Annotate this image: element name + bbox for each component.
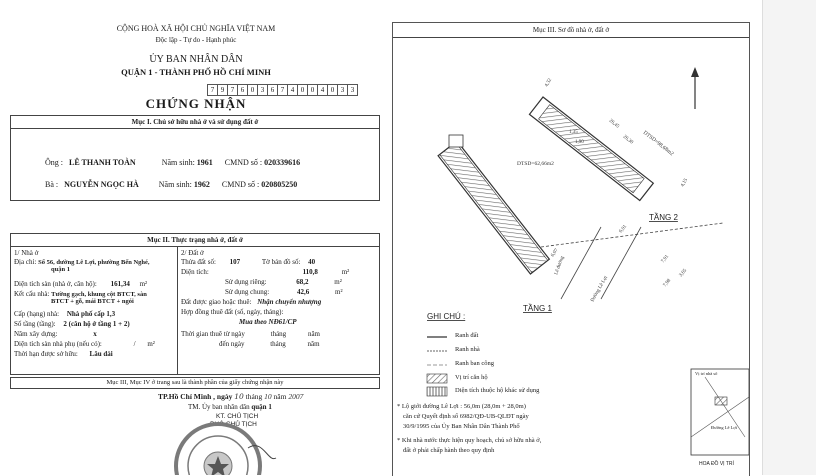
aux-area-row: Diện tích sàn nhà phụ (nếu có): / m²: [14, 340, 155, 348]
serial-digit: 4: [317, 84, 328, 96]
floor-area-row: Diện tích sàn (nhà ở, căn hộ): 161,34 m²: [14, 280, 148, 288]
contract-value: Mua theo NĐ61/CP: [239, 318, 297, 326]
official-seal-icon: [168, 408, 278, 475]
serial-digit: 4: [287, 84, 298, 96]
term-row: Thời hạn được sở hữu: Lâu dài: [14, 350, 113, 358]
note-line-2: căn cứ Quyết định số 6982/QĐ-UB-QLĐT ngày: [403, 413, 529, 420]
certificate-title: CHỨNG NHẬN: [145, 96, 247, 111]
location-map: [691, 369, 749, 455]
land-heading: 2/ Đất ở: [181, 249, 204, 257]
dim-label-6: 3,65: [678, 268, 689, 279]
note-line-5: đất ở phải chấp hành theo quy định: [403, 447, 495, 454]
section1-title: Mục I. Chủ sở hữu nhà ở và sử dụng đất ở: [11, 116, 379, 129]
floor1-label: TẦNG 1: [523, 304, 552, 313]
committee-title: ỦY BAN NHÂN DÂN: [149, 54, 243, 65]
legend-title: GHI CHÚ :: [427, 312, 466, 321]
common-area-row: Sử dụng chung: 42,6 m²: [225, 288, 343, 296]
certificate-right-page: [392, 22, 750, 476]
serial-number: [208, 84, 358, 96]
dim-label-0: 6,01: [618, 224, 629, 235]
certificate-left-page: [10, 0, 382, 475]
dim-label-10: 6,07: [550, 248, 560, 259]
street-label: Lê đường: [554, 255, 566, 276]
address-row: Địa chỉ: Số 56, đường Lê Lợi, phường Bến Nghé,: [14, 258, 150, 266]
legend-house-border: Ranh nhà: [455, 346, 480, 353]
dim-label-2: 1,90: [575, 140, 584, 145]
dim-label-1: 7,91: [660, 254, 671, 265]
lease-to-row: đến ngày tháng năm: [219, 340, 320, 348]
adjacent-page-edge: [762, 0, 816, 475]
floor2-plan: [529, 97, 653, 201]
use-form-row: Đất được giao hoặc thuê: Nhận chuyển nhượng: [181, 298, 322, 306]
dim-label-8: 26,45: [607, 118, 620, 130]
legend-land-border: Ranh đất: [455, 332, 479, 339]
floor2-label: TẦNG 2: [649, 213, 678, 222]
serial-digit: 6: [267, 84, 278, 96]
location-street-label: Đường Lê Lợi: [711, 425, 737, 430]
section2-box: [10, 233, 380, 375]
sign-date: TP.Hồ Chí Minh , ngày 10 tháng 10 năm 2007: [158, 392, 304, 401]
street-label-2: Đường Lê Lợi: [590, 275, 610, 303]
sign-title-1: TM. Ủy ban nhân dân quận 1: [188, 403, 272, 411]
serial-digit: 3: [337, 84, 348, 96]
serial-digit: 7: [207, 84, 218, 96]
built-row: Năm xây dựng: x: [14, 330, 97, 338]
motto: Độc lập - Tự do - Hạnh phúc: [155, 36, 237, 44]
house-heading: 1/ Nhà ở: [14, 249, 39, 257]
address-row-2: quận 1: [51, 266, 70, 273]
floor1-area-label: DTSD=62,66m2: [517, 161, 554, 167]
location-house-label: Vị trí nhà số: [695, 371, 718, 376]
owner-2: Bà : NGUYỄN NGỌC HÀ Năm sinh: 1962 CMND số : 020805250: [45, 180, 298, 189]
serial-digit: 0: [297, 84, 308, 96]
private-area-row: Sử dụng riêng: 68,2 m²: [225, 278, 342, 286]
serial-digit: 9: [217, 84, 228, 96]
sign-title-2: KT. CHỦ TỊCH: [216, 413, 259, 420]
contract-row: Hợp đồng thuê đất (số, ngày, tháng):: [181, 308, 284, 316]
section2-divider: [177, 246, 178, 374]
serial-digit: 3: [347, 84, 358, 96]
floor2-area-label: DTSD=98,68m2: [641, 129, 675, 158]
location-title: HOA ĐỒ VỊ TRÍ: [699, 461, 734, 467]
section2-title: Mục II. Thực trạng nhà ở, đất ở: [11, 234, 379, 247]
dim-label-3: 1,35: [569, 130, 578, 135]
district-title: QUẬN 1 - THÀNH PHỐ HỒ CHÍ MINH: [121, 67, 271, 77]
dim-label-7: 7,98: [662, 278, 673, 289]
serial-digit: 3: [257, 84, 268, 96]
legend-apartment-location: Vị trí căn hộ: [455, 374, 488, 381]
area-row: Diện tích: 110,8 m²: [181, 268, 350, 276]
dim-label-9: 26,30: [621, 134, 634, 146]
floors-row: Số tầng (tầng): 2 (căn hộ ở tầng 1 + 2): [14, 320, 130, 328]
section3-note: Mục III, Mục IV ở trang sau là thành phần của giấy chứng nhận này: [10, 377, 380, 389]
serial-digit: 6: [237, 84, 248, 96]
sign-title-3: PHÓ CHỦ TỊCH: [210, 421, 257, 428]
structure-row: Kết cấu nhà: Tường gạch, khung cột BTCT, sàn: [14, 290, 147, 298]
lease-from-row: Thời gian thuê từ ngày tháng năm: [181, 330, 320, 338]
plot-row: Thửa đất số: 107 Tờ bản đồ số: 40: [181, 258, 316, 266]
dim-label-5: 4,15: [680, 177, 690, 188]
owner-1: Ông : LÊ THANH TOÀN Năm sinh: 1961 CMND số : 020339616: [45, 158, 301, 167]
floor-plan-diagram: [393, 37, 749, 476]
grade-row: Cấp (hạng) nhà: Nhà phố cấp 1,3: [14, 310, 116, 318]
structure-row-2: BTCT + gỗ, mái BTCT + ngói: [51, 298, 134, 305]
dim-label-4: 4,32: [544, 77, 554, 88]
section1-box: [10, 115, 380, 201]
nation-header: CỘNG HOÀ XÃ HỘI CHỦ NGHĨA VIỆT NAM: [116, 24, 276, 33]
serial-digit: 0: [307, 84, 318, 96]
section3-title: Mục III. Sơ đồ nhà ở, đất ở: [393, 23, 749, 38]
serial-digit: 7: [277, 84, 288, 96]
serial-digit: 7: [227, 84, 238, 96]
note-line-4: * Khi nhà nước thực hiện quy hoạch, chủ sở hữu nhà ở,: [397, 437, 542, 444]
serial-digit: 0: [327, 84, 338, 96]
serial-digit: 0: [247, 84, 258, 96]
legend-balcony-border: Ranh ban công: [455, 360, 494, 367]
note-line-1: * Lộ giới đường Lê Lợi : 56,0m (28,0m + 28,0m): [397, 403, 526, 410]
legend-other-household: Diện tích thuộc hộ khác sử dụng: [455, 387, 540, 394]
note-line-3: 30/9/1995 của Ủy Ban Nhân Dân Thành Phố: [403, 423, 520, 430]
